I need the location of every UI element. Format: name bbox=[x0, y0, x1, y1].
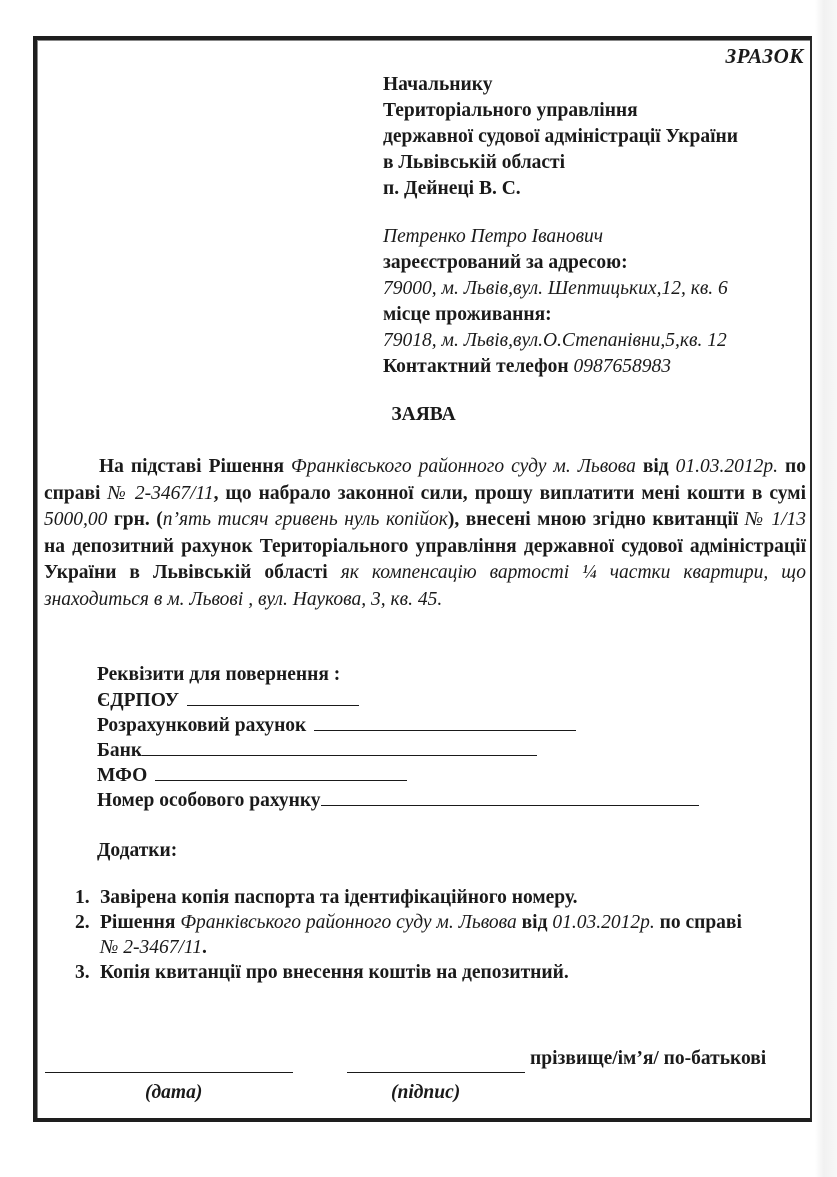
personal-account-label: Номер особового рахунку bbox=[97, 790, 321, 811]
body-text: на депозитний рахунок Територіального управління державної судової адміністрації України в Львівській області bbox=[44, 535, 806, 583]
item-number: 1. bbox=[75, 887, 90, 908]
mfo-row bbox=[97, 762, 407, 788]
registered-address: 79000, м. Львів,вул. Шептицьких,12, кв. 6 bbox=[383, 278, 728, 299]
body-text: ), внесені мною згідно квитанції bbox=[447, 509, 745, 530]
addressee-line: в Львівській області bbox=[383, 152, 566, 173]
phone-row bbox=[383, 354, 671, 381]
account-label: Розрахунковий рахунок bbox=[97, 715, 307, 736]
sample-stamp: ЗРАЗОК bbox=[725, 44, 804, 68]
addressee-line: державної судової адміністрації України bbox=[383, 126, 738, 147]
account-field[interactable] bbox=[314, 712, 576, 731]
registered-label: зареєстрований за адресою: bbox=[383, 252, 628, 273]
personal-account-row bbox=[97, 787, 699, 813]
amount-in-words: п’ять тисяч гривень нуль копійок bbox=[162, 509, 448, 530]
applicant-name: Петренко Петро Іванович bbox=[383, 226, 604, 247]
addressee-line: Начальнику bbox=[383, 74, 493, 95]
signature-field-line[interactable] bbox=[347, 1072, 525, 1073]
court-name: Франківського районного суду м. Львова bbox=[180, 912, 517, 933]
body-text: грн. ( bbox=[107, 509, 163, 530]
phone-value: 0987658983 bbox=[573, 356, 672, 377]
attachment-item bbox=[47, 885, 807, 910]
attachment-item bbox=[47, 910, 807, 960]
date-caption: (дата) bbox=[145, 1082, 203, 1103]
phone-label: Контактний телефон bbox=[383, 356, 569, 377]
mfo-field[interactable] bbox=[155, 762, 407, 781]
amount: 5000,00 bbox=[44, 509, 108, 530]
decision-date: 01.03.2012р. bbox=[552, 912, 655, 933]
mfo-label: МФО bbox=[97, 765, 148, 786]
attachments-list bbox=[47, 885, 807, 985]
item-text: по справі bbox=[654, 912, 742, 933]
residence-label: місце проживання: bbox=[383, 304, 552, 325]
case-number: № 2-3467/11 bbox=[100, 937, 202, 958]
addressee-line: Територіального управління bbox=[383, 100, 638, 121]
body-text: , що набрало законної сили, прошу виплатити мені кошти в сумі bbox=[213, 482, 807, 504]
item-text: Рішення bbox=[100, 912, 181, 933]
body-text: від bbox=[635, 456, 676, 477]
residence-address: 79018, м. Львів,вул.О.Степанівни,5,кв. 12 bbox=[383, 330, 727, 351]
body-text: по справі bbox=[44, 456, 806, 504]
addressee-line: п. Дейнеці В. С. bbox=[383, 178, 521, 199]
item-number: 2. bbox=[75, 912, 90, 933]
bank-label: Банк bbox=[97, 740, 143, 761]
court-name: Франківського районного суду м. Львова bbox=[291, 456, 636, 477]
item-text: Завірена копія паспорта та ідентифікаційного номеру. bbox=[100, 887, 578, 908]
signature-caption: (підпис) bbox=[391, 1082, 461, 1103]
date-field-line[interactable] bbox=[45, 1072, 293, 1073]
statement-body bbox=[44, 454, 806, 613]
full-name-label: прізвище/ім’я/ по-батькові bbox=[530, 1048, 767, 1069]
attachment-item bbox=[47, 960, 807, 985]
account-row bbox=[97, 712, 576, 738]
attachments-heading: Додатки: bbox=[97, 840, 178, 861]
body-text: На підставі Рішення bbox=[99, 456, 292, 477]
item-number: 3. bbox=[75, 962, 90, 983]
case-number: № 2-3467/11 bbox=[107, 482, 214, 504]
bank-field[interactable] bbox=[142, 737, 537, 756]
personal-account-field[interactable] bbox=[321, 787, 699, 806]
bank-row bbox=[97, 737, 537, 763]
document-title: ЗАЯВА bbox=[391, 404, 456, 425]
item-text: Копія квитанції про внесення коштів на депозитний. bbox=[100, 962, 569, 983]
edrpou-row bbox=[97, 687, 359, 713]
edrpou-label: ЄДРПОУ bbox=[97, 690, 180, 711]
receipt-number: № 1/13 bbox=[744, 509, 807, 530]
edrpou-field[interactable] bbox=[187, 687, 359, 706]
scan-page-edge bbox=[815, 0, 837, 1177]
decision-date: 01.03.2012р. bbox=[675, 456, 779, 477]
payment-purpose: як компенсацію вартості ¼ частки квартири, що знаходиться в м. Львові , вул. Наукова, 3, кв. 45. bbox=[44, 562, 806, 610]
item-text: . bbox=[201, 937, 207, 958]
requisites-heading: Реквізити для повернення : bbox=[97, 664, 341, 685]
item-text: від bbox=[516, 912, 553, 933]
document-frame bbox=[33, 36, 812, 1122]
